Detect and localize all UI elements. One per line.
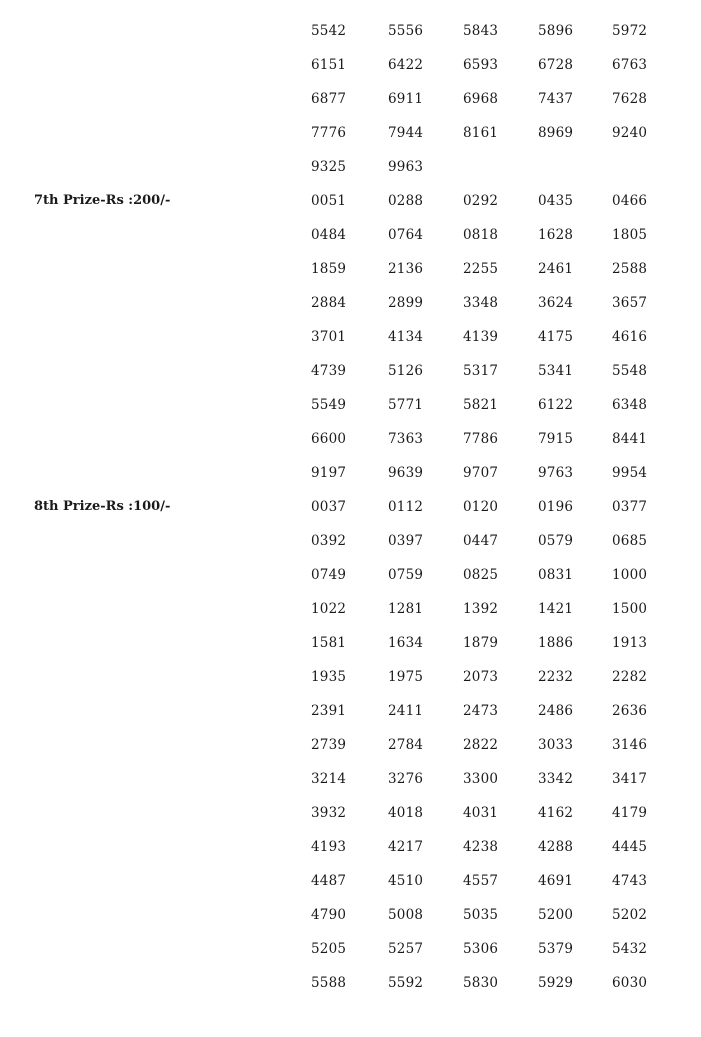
winning-number: 6348 [612,397,648,413]
winning-number: 4217 [388,839,424,855]
winning-number: 1859 [311,261,347,277]
winning-number: 5592 [388,975,424,991]
winning-number: 9325 [311,159,347,175]
winning-number: 7628 [612,91,648,107]
winning-number: 0825 [463,567,499,583]
winning-number: 5929 [538,975,574,991]
prize-section [0,15,701,185]
winning-number: 6030 [612,975,648,991]
winning-number: 4790 [311,907,347,923]
winning-number: 4445 [612,839,648,855]
winning-number: 2739 [311,737,347,753]
number-row [0,627,701,661]
winning-number: 0112 [388,499,424,515]
winning-number: 1634 [388,635,424,651]
prize-label: 8th Prize-Rs :100/- [34,499,171,514]
winning-number: 5548 [612,363,648,379]
winning-number: 5341 [538,363,574,379]
winning-number: 1935 [311,669,347,685]
number-row [0,831,701,865]
winning-number: 0447 [463,533,499,549]
number-row [0,253,701,287]
number-row [0,661,701,695]
winning-number: 3701 [311,329,347,345]
winning-number: 0051 [311,193,347,209]
winning-number: 6728 [538,57,574,73]
number-row [0,899,701,933]
number-row [0,491,701,525]
number-row [0,185,701,219]
lottery-result-sheet [0,15,701,1001]
number-row [0,219,701,253]
winning-number: 4510 [388,873,424,889]
winning-number: 0120 [463,499,499,515]
winning-number: 0196 [538,499,574,515]
prize-label: 7th Prize-Rs :200/- [34,193,171,208]
winning-number: 7437 [538,91,574,107]
winning-number: 5588 [311,975,347,991]
winning-number: 9240 [612,125,648,141]
winning-number: 9954 [612,465,648,481]
number-row [0,321,701,355]
number-row [0,49,701,83]
winning-number: 4616 [612,329,648,345]
winning-number: 4162 [538,805,574,821]
winning-number: 3348 [463,295,499,311]
winning-number: 1886 [538,635,574,651]
winning-number: 1805 [612,227,648,243]
winning-number: 4179 [612,805,648,821]
winning-number: 2411 [388,703,424,719]
winning-number: 7776 [311,125,347,141]
winning-number: 2884 [311,295,347,311]
winning-number: 2784 [388,737,424,753]
winning-number: 5257 [388,941,424,957]
winning-number: 1581 [311,635,347,651]
winning-number: 5205 [311,941,347,957]
prize-section [0,491,701,1001]
winning-number: 6877 [311,91,347,107]
winning-number: 3146 [612,737,648,753]
winning-number: 4691 [538,873,574,889]
number-row [0,389,701,423]
winning-number: 2486 [538,703,574,719]
winning-number: 9639 [388,465,424,481]
winning-number: 2473 [463,703,499,719]
winning-number: 3342 [538,771,574,787]
winning-number: 5821 [463,397,499,413]
winning-number: 4288 [538,839,574,855]
winning-number: 4743 [612,873,648,889]
winning-number: 0759 [388,567,424,583]
winning-number: 1421 [538,601,574,617]
winning-number: 0037 [311,499,347,515]
number-row [0,797,701,831]
number-row [0,457,701,491]
winning-number: 2822 [463,737,499,753]
winning-number: 4134 [388,329,424,345]
winning-number: 5008 [388,907,424,923]
winning-number: 5126 [388,363,424,379]
winning-number: 5556 [388,23,424,39]
winning-number: 1500 [612,601,648,617]
winning-number: 1000 [612,567,648,583]
winning-number: 9963 [388,159,424,175]
winning-number: 4139 [463,329,499,345]
number-row [0,423,701,457]
winning-number: 5896 [538,23,574,39]
number-row [0,967,701,1001]
number-row [0,933,701,967]
number-row [0,15,701,49]
winning-number: 3932 [311,805,347,821]
winning-number: 5317 [463,363,499,379]
number-row [0,763,701,797]
number-row [0,117,701,151]
winning-number: 7915 [538,431,574,447]
number-row [0,729,701,763]
winning-number: 2255 [463,261,499,277]
number-row [0,559,701,593]
winning-number: 9763 [538,465,574,481]
winning-number: 5771 [388,397,424,413]
winning-number: 4175 [538,329,574,345]
winning-number: 3624 [538,295,574,311]
winning-number: 1913 [612,635,648,651]
winning-number: 0831 [538,567,574,583]
winning-number: 8161 [463,125,499,141]
winning-number: 7363 [388,431,424,447]
number-row [0,695,701,729]
winning-number: 3033 [538,737,574,753]
winning-number: 5379 [538,941,574,957]
winning-number: 7944 [388,125,424,141]
winning-number: 0579 [538,533,574,549]
winning-number: 0288 [388,193,424,209]
winning-number: 0484 [311,227,347,243]
winning-number: 6911 [388,91,424,107]
winning-number: 0818 [463,227,499,243]
winning-number: 4018 [388,805,424,821]
winning-number: 2636 [612,703,648,719]
winning-number: 4193 [311,839,347,855]
winning-number: 4031 [463,805,499,821]
winning-number: 3214 [311,771,347,787]
winning-number: 1281 [388,601,424,617]
winning-number: 3300 [463,771,499,787]
number-row [0,151,701,185]
winning-number: 0764 [388,227,424,243]
winning-number: 5035 [463,907,499,923]
winning-number: 5549 [311,397,347,413]
winning-number: 1975 [388,669,424,685]
winning-number: 8969 [538,125,574,141]
winning-number: 5200 [538,907,574,923]
winning-number: 0377 [612,499,648,515]
winning-number: 2391 [311,703,347,719]
winning-number: 4557 [463,873,499,889]
winning-number: 8441 [612,431,648,447]
winning-number: 2899 [388,295,424,311]
winning-number: 9707 [463,465,499,481]
number-row [0,83,701,117]
winning-number: 6122 [538,397,574,413]
prize-section [0,185,701,491]
winning-number: 6968 [463,91,499,107]
number-row [0,287,701,321]
winning-number: 5972 [612,23,648,39]
winning-number: 5830 [463,975,499,991]
winning-number: 2282 [612,669,648,685]
winning-number: 6151 [311,57,347,73]
winning-number: 5202 [612,907,648,923]
winning-number: 6763 [612,57,648,73]
winning-number: 5843 [463,23,499,39]
winning-number: 1628 [538,227,574,243]
winning-number: 9197 [311,465,347,481]
winning-number: 2588 [612,261,648,277]
winning-number: 1879 [463,635,499,651]
winning-number: 6593 [463,57,499,73]
winning-number: 0749 [311,567,347,583]
winning-number: 4487 [311,873,347,889]
winning-number: 3417 [612,771,648,787]
winning-number: 0685 [612,533,648,549]
winning-number: 0466 [612,193,648,209]
number-row [0,593,701,627]
winning-number: 0392 [311,533,347,549]
winning-number: 2136 [388,261,424,277]
winning-number: 4238 [463,839,499,855]
winning-number: 0435 [538,193,574,209]
number-row [0,355,701,389]
winning-number: 6422 [388,57,424,73]
winning-number: 5432 [612,941,648,957]
winning-number: 0292 [463,193,499,209]
winning-number: 5542 [311,23,347,39]
winning-number: 1392 [463,601,499,617]
winning-number: 2232 [538,669,574,685]
winning-number: 3657 [612,295,648,311]
number-row [0,865,701,899]
winning-number: 2073 [463,669,499,685]
winning-number: 4739 [311,363,347,379]
winning-number: 3276 [388,771,424,787]
winning-number: 2461 [538,261,574,277]
winning-number: 6600 [311,431,347,447]
winning-number: 5306 [463,941,499,957]
winning-number: 7786 [463,431,499,447]
winning-number: 1022 [311,601,347,617]
winning-number: 0397 [388,533,424,549]
number-row [0,525,701,559]
